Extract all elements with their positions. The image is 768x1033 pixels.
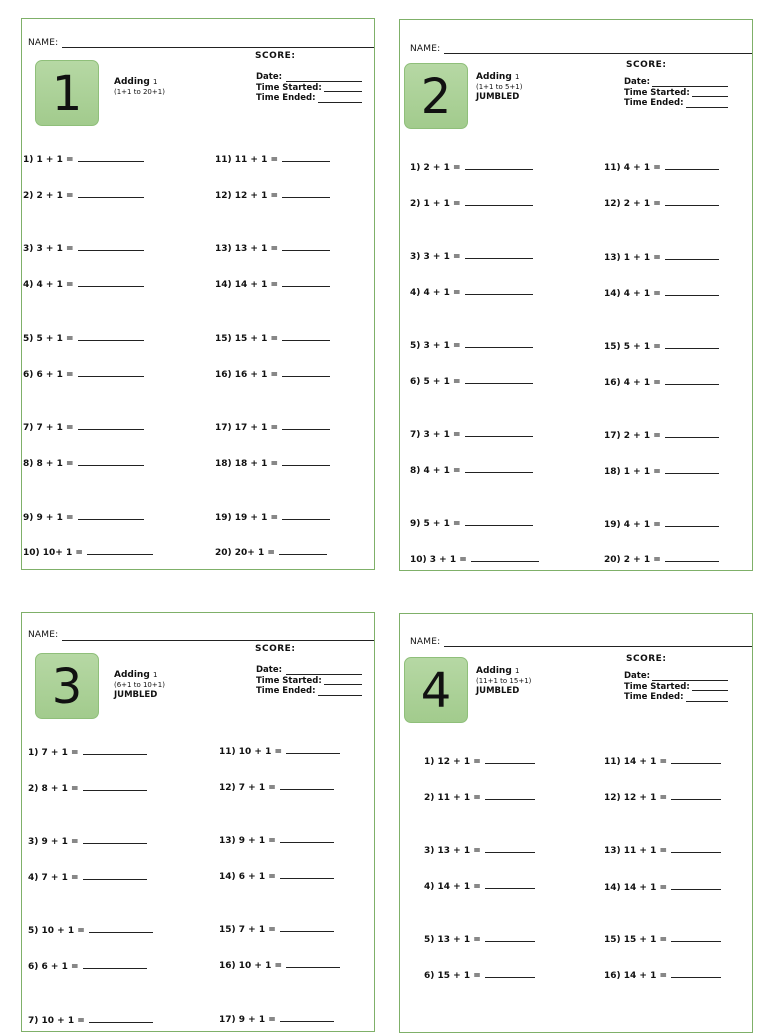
score-label: SCORE: (255, 51, 296, 61)
answer-blank[interactable] (78, 153, 144, 162)
problem-text: 7) 10 + 1 = (28, 1016, 85, 1026)
problem-item (424, 791, 535, 803)
time-ended-field[interactable] (686, 107, 728, 108)
time-block (256, 72, 366, 104)
answer-blank[interactable] (282, 421, 330, 430)
score-label: SCORE: (626, 60, 667, 70)
answer-blank[interactable] (665, 251, 719, 260)
problem-item (604, 881, 721, 893)
problem-text: 4) 14 + 1 = (424, 882, 481, 892)
problem-item (28, 924, 153, 936)
answer-blank[interactable] (671, 844, 721, 853)
problem-item (410, 286, 533, 298)
problem-item (424, 880, 535, 892)
problem-text: 15) 5 + 1 = (604, 342, 661, 352)
answer-blank[interactable] (485, 880, 535, 889)
sheet-title (114, 670, 165, 700)
problem-text: 15) 15 + 1 = (215, 334, 279, 344)
date-field[interactable] (286, 674, 362, 675)
sheet-title (476, 666, 531, 696)
problem-text: 7) 3 + 1 = (410, 430, 461, 440)
problem-item (410, 428, 533, 440)
time-started-label: Time Started: (624, 87, 690, 98)
date-field[interactable] (652, 86, 728, 87)
answer-blank[interactable] (282, 368, 330, 377)
name-label: NAME: (410, 44, 441, 54)
date-field[interactable] (652, 680, 728, 681)
problem-text: 3) 3 + 1 = (410, 252, 461, 262)
problem-item (215, 421, 330, 433)
problem-text: 12) 12 + 1 = (215, 191, 279, 201)
problem-text: 1) 7 + 1 = (28, 748, 79, 758)
problem-text: 11) 4 + 1 = (604, 163, 661, 173)
problem-item (215, 189, 330, 201)
answer-blank[interactable] (665, 376, 719, 385)
worksheet-1 (21, 18, 375, 570)
problem-text: 6) 5 + 1 = (410, 377, 461, 387)
problem-item (23, 457, 144, 469)
time-started-label: Time Started: (256, 82, 322, 93)
answer-blank[interactable] (671, 755, 721, 764)
problem-text: 2) 8 + 1 = (28, 784, 79, 794)
answer-blank[interactable] (78, 457, 144, 466)
sheet-number-badge: 1 (35, 60, 99, 126)
problem-text: 16) 10 + 1 = (219, 961, 283, 971)
name-field[interactable] (62, 47, 375, 48)
answer-blank[interactable] (465, 517, 533, 526)
title-adding: Adding (114, 670, 150, 680)
problem-text: 5) 5 + 1 = (23, 334, 74, 344)
answer-blank[interactable] (282, 153, 330, 162)
time-ended-field[interactable] (318, 102, 362, 103)
answer-blank[interactable] (282, 278, 330, 287)
problem-item (604, 161, 719, 173)
problem-item (28, 1014, 153, 1026)
time-ended-label: Time Ended: (624, 98, 684, 108)
problem-text: 15) 7 + 1 = (219, 925, 276, 935)
time-ended-label: Time Ended: (256, 686, 316, 696)
problem-item (219, 870, 334, 882)
answer-blank[interactable] (83, 960, 147, 969)
sheet-title (114, 77, 165, 97)
answer-blank[interactable] (78, 189, 144, 198)
problem-item (28, 960, 147, 972)
answer-blank[interactable] (89, 924, 153, 933)
time-ended-field[interactable] (318, 695, 362, 696)
problem-text: 16) 16 + 1 = (215, 370, 279, 380)
problem-item (219, 1013, 334, 1025)
problem-text: 8) 4 + 1 = (410, 466, 461, 476)
time-started-field[interactable] (324, 91, 362, 92)
problem-text: 12) 7 + 1 = (219, 783, 276, 793)
problem-text: 3) 13 + 1 = (424, 846, 481, 856)
answer-blank[interactable] (286, 745, 340, 754)
answer-blank[interactable] (280, 834, 334, 843)
problem-item (604, 755, 721, 767)
problem-text: 2) 11 + 1 = (424, 793, 481, 803)
problem-text: 13) 9 + 1 = (219, 836, 276, 846)
answer-blank[interactable] (78, 278, 144, 287)
answer-blank[interactable] (671, 969, 721, 978)
title-range: (11+1 to 15+1) (476, 677, 532, 685)
answer-blank[interactable] (83, 871, 147, 880)
answer-blank[interactable] (485, 844, 535, 853)
problem-text: 11) 14 + 1 = (604, 757, 668, 767)
title-range: (1+1 to 5+1) (476, 83, 523, 91)
title-adding-sup: 1 (152, 671, 158, 679)
answer-blank[interactable] (465, 197, 533, 206)
problem-text: 6) 6 + 1 = (23, 370, 74, 380)
answer-blank[interactable] (78, 511, 144, 520)
problem-text: 5) 10 + 1 = (28, 926, 85, 936)
problem-text: 4) 4 + 1 = (23, 280, 74, 290)
problem-text: 6) 6 + 1 = (28, 962, 79, 972)
problem-text: 10) 10+ 1 = (23, 548, 83, 558)
answer-blank[interactable] (78, 421, 144, 430)
problem-text: 16) 14 + 1 = (604, 971, 668, 981)
name-label: NAME: (410, 637, 441, 647)
answer-blank[interactable] (465, 339, 533, 348)
problem-text: 14) 6 + 1 = (219, 872, 276, 882)
answer-blank[interactable] (485, 969, 535, 978)
problem-text: 14) 14 + 1 = (604, 883, 668, 893)
answer-blank[interactable] (665, 197, 719, 206)
problem-text: 2) 1 + 1 = (410, 199, 461, 209)
answer-blank[interactable] (665, 553, 719, 562)
answer-blank[interactable] (83, 746, 147, 755)
answer-blank[interactable] (78, 242, 144, 251)
score-label: SCORE: (626, 654, 667, 664)
problem-item (604, 933, 721, 945)
time-started-field[interactable] (324, 684, 362, 685)
problem-item (410, 464, 533, 476)
problem-item (23, 278, 144, 290)
problem-item (28, 782, 147, 794)
answer-blank[interactable] (282, 189, 330, 198)
problem-item (215, 332, 330, 344)
title-adding: Adding (476, 72, 512, 82)
sheet-number-badge: 4 (404, 657, 468, 723)
answer-blank[interactable] (280, 870, 334, 879)
problem-text: 12) 12 + 1 = (604, 793, 668, 803)
problem-text: 4) 4 + 1 = (410, 288, 461, 298)
time-started-field[interactable] (692, 690, 728, 691)
problem-item (215, 546, 327, 558)
problem-text: 20) 20+ 1 = (215, 548, 275, 558)
answer-blank[interactable] (665, 340, 719, 349)
problem-item (219, 745, 340, 757)
problem-item (219, 834, 334, 846)
problem-text: 1) 1 + 1 = (23, 155, 74, 165)
answer-blank[interactable] (282, 457, 330, 466)
time-started-label: Time Started: (624, 681, 690, 692)
problem-text: 20) 2 + 1 = (604, 555, 661, 565)
problem-text: 11) 10 + 1 = (219, 747, 283, 757)
title-range: (6+1 to 10+1) (114, 681, 165, 689)
answer-blank[interactable] (465, 286, 533, 295)
problem-text: 17) 17 + 1 = (215, 423, 279, 433)
answer-blank[interactable] (280, 1013, 334, 1022)
answer-blank[interactable] (665, 429, 719, 438)
problem-item (215, 278, 330, 290)
problem-item (424, 969, 535, 981)
answer-blank[interactable] (665, 518, 719, 527)
answer-blank[interactable] (87, 546, 153, 555)
date-field[interactable] (286, 81, 362, 82)
date-label: Date: (624, 671, 651, 681)
problem-text: 14) 14 + 1 = (215, 280, 279, 290)
problem-item (28, 871, 147, 883)
problem-item (604, 969, 721, 981)
problem-text: 1) 2 + 1 = (410, 163, 461, 173)
problem-text: 9) 5 + 1 = (410, 519, 461, 529)
answer-blank[interactable] (671, 933, 721, 942)
title-jumbled: JUMBLED (476, 686, 520, 696)
answer-blank[interactable] (485, 791, 535, 800)
problem-text: 17) 9 + 1 = (219, 1015, 276, 1025)
problem-item (410, 197, 533, 209)
answer-blank[interactable] (465, 464, 533, 473)
time-started-field[interactable] (692, 96, 728, 97)
problem-item (424, 755, 535, 767)
sheet-number-badge: 3 (35, 653, 99, 719)
problem-item (604, 251, 719, 263)
problem-item (23, 242, 144, 254)
title-jumbled: JUMBLED (476, 92, 520, 102)
name-field[interactable] (62, 640, 375, 641)
problem-text: 10) 3 + 1 = (410, 555, 467, 565)
problem-item (424, 844, 535, 856)
time-block (624, 671, 734, 703)
problem-item (23, 511, 144, 523)
problem-item (23, 332, 144, 344)
problem-item (604, 340, 719, 352)
title-adding-sup: 1 (514, 667, 520, 675)
answer-blank[interactable] (471, 553, 539, 562)
title-jumbled: JUMBLED (114, 690, 158, 700)
answer-blank[interactable] (78, 368, 144, 377)
problem-item (410, 250, 533, 262)
problem-text: 11) 11 + 1 = (215, 155, 279, 165)
problem-text: 3) 3 + 1 = (23, 244, 74, 254)
problem-item (604, 518, 719, 530)
problem-item (410, 339, 533, 351)
name-label: NAME: (28, 630, 59, 640)
problem-text: 12) 2 + 1 = (604, 199, 661, 209)
problem-text: 3) 9 + 1 = (28, 837, 79, 847)
problem-item (604, 844, 721, 856)
problem-item (215, 511, 330, 523)
problem-text: 1) 12 + 1 = (424, 757, 481, 767)
problem-item (28, 835, 147, 847)
problem-text: 18) 1 + 1 = (604, 467, 661, 477)
problem-text: 8) 8 + 1 = (23, 459, 74, 469)
answer-blank[interactable] (665, 287, 719, 296)
problem-item (604, 197, 719, 209)
problem-item (219, 781, 334, 793)
problem-text: 17) 2 + 1 = (604, 431, 661, 441)
worksheet-2 (399, 19, 753, 571)
answer-blank[interactable] (282, 332, 330, 341)
problem-text: 13) 1 + 1 = (604, 253, 661, 263)
worksheet-4 (399, 613, 753, 1033)
sheet-number-badge: 2 (404, 63, 468, 129)
problem-item (23, 421, 144, 433)
time-block (256, 665, 366, 697)
problem-text: 16) 4 + 1 = (604, 378, 661, 388)
answer-blank[interactable] (665, 161, 719, 170)
problem-item (410, 161, 533, 173)
title-adding-sup: 1 (514, 73, 520, 81)
problem-text: 18) 18 + 1 = (215, 459, 279, 469)
problem-item (215, 153, 330, 165)
problem-item (23, 546, 153, 558)
problem-item (604, 791, 721, 803)
problem-text: 4) 7 + 1 = (28, 873, 79, 883)
problem-item (604, 287, 719, 299)
name-label: NAME: (28, 38, 59, 48)
date-label: Date: (256, 665, 283, 675)
problem-text: 19) 4 + 1 = (604, 520, 661, 530)
problem-item (410, 375, 533, 387)
problem-text: 7) 7 + 1 = (23, 423, 74, 433)
answer-blank[interactable] (465, 161, 533, 170)
problem-item (215, 242, 330, 254)
problem-item (604, 429, 719, 441)
problem-item (604, 465, 719, 477)
title-adding: Adding (476, 666, 512, 676)
problem-item (23, 153, 144, 165)
problem-text: 9) 9 + 1 = (23, 513, 74, 523)
title-adding: Adding (114, 77, 150, 87)
problem-text: 13) 11 + 1 = (604, 846, 668, 856)
time-started-label: Time Started: (256, 675, 322, 686)
problem-text: 13) 13 + 1 = (215, 244, 279, 254)
answer-blank[interactable] (465, 375, 533, 384)
time-ended-field[interactable] (686, 701, 728, 702)
problem-text: 14) 4 + 1 = (604, 289, 661, 299)
answer-blank[interactable] (286, 959, 340, 968)
time-block (624, 77, 734, 109)
problem-text: 19) 19 + 1 = (215, 513, 279, 523)
answer-blank[interactable] (89, 1014, 153, 1023)
answer-blank[interactable] (279, 546, 327, 555)
problem-item (23, 368, 144, 380)
answer-blank[interactable] (485, 755, 535, 764)
answer-blank[interactable] (280, 923, 334, 932)
answer-blank[interactable] (83, 835, 147, 844)
time-ended-label: Time Ended: (256, 93, 316, 103)
answer-blank[interactable] (282, 242, 330, 251)
answer-blank[interactable] (280, 781, 334, 790)
problem-text: 2) 2 + 1 = (23, 191, 74, 201)
problem-item (215, 368, 330, 380)
name-field[interactable] (444, 646, 753, 647)
worksheet-3 (21, 612, 375, 1032)
problem-item (23, 189, 144, 201)
problem-text: 5) 13 + 1 = (424, 935, 481, 945)
answer-blank[interactable] (83, 782, 147, 791)
title-adding-sup: 1 (152, 78, 158, 86)
answer-blank[interactable] (465, 428, 533, 437)
answer-blank[interactable] (671, 791, 721, 800)
score-label: SCORE: (255, 644, 296, 654)
name-field[interactable] (444, 53, 753, 54)
answer-blank[interactable] (465, 250, 533, 259)
problem-item (219, 959, 340, 971)
problem-item (410, 517, 533, 529)
problem-item (215, 457, 330, 469)
problem-text: 15) 15 + 1 = (604, 935, 668, 945)
answer-blank[interactable] (665, 465, 719, 474)
problem-text: 5) 3 + 1 = (410, 341, 461, 351)
time-ended-label: Time Ended: (624, 692, 684, 702)
answer-blank[interactable] (282, 511, 330, 520)
problem-item (28, 746, 147, 758)
sheet-title (476, 72, 522, 102)
date-label: Date: (256, 72, 283, 82)
problem-item (424, 933, 535, 945)
problem-text: 6) 15 + 1 = (424, 971, 481, 981)
problem-item (410, 553, 539, 565)
answer-blank[interactable] (671, 881, 721, 890)
title-range: (1+1 to 20+1) (114, 88, 165, 96)
answer-blank[interactable] (78, 332, 144, 341)
date-label: Date: (624, 77, 651, 87)
problem-item (604, 553, 719, 565)
problem-item (219, 923, 334, 935)
problem-item (604, 376, 719, 388)
answer-blank[interactable] (485, 933, 535, 942)
